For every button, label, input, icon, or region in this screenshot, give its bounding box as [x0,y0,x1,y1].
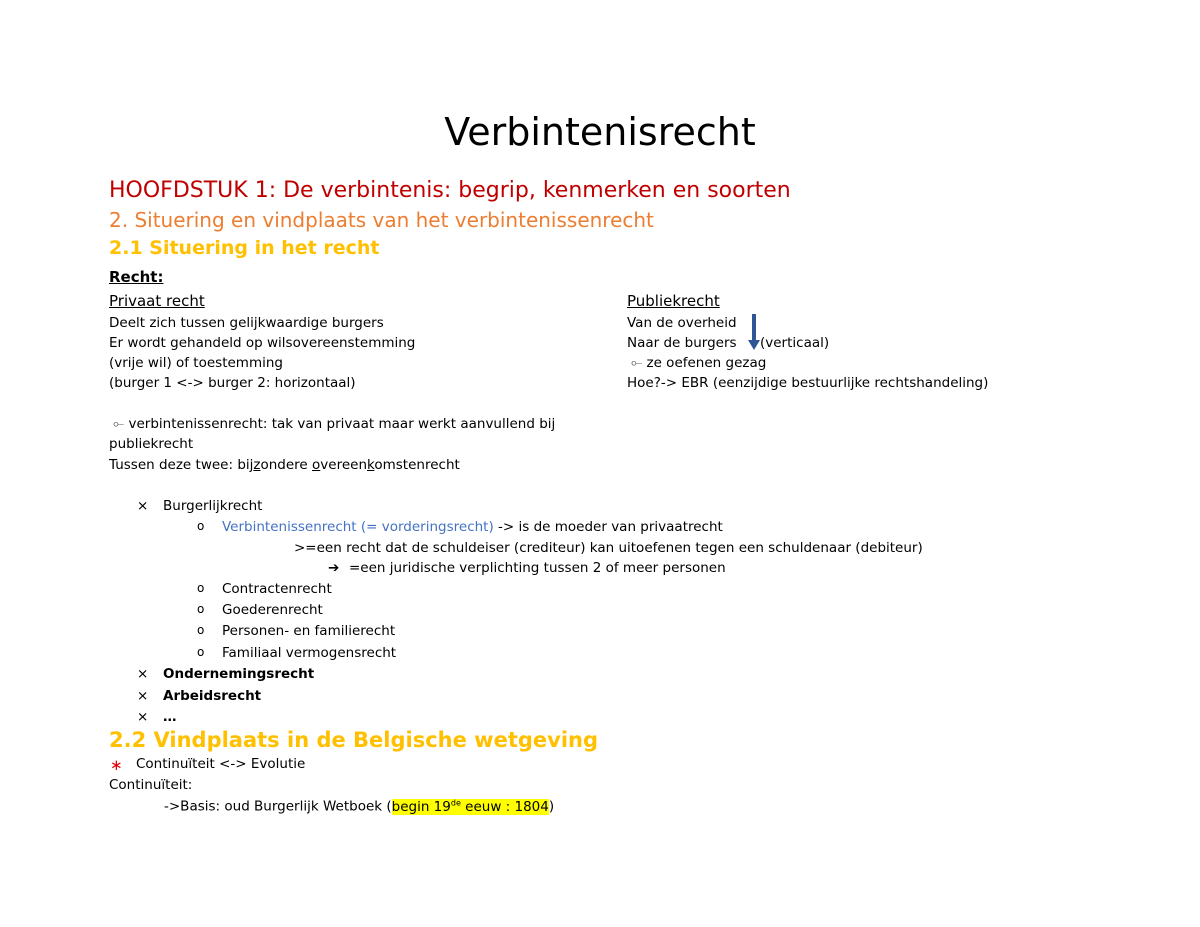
list-item: Personen- en familierecht [222,623,396,639]
publiek-line: (verticaal) [760,335,830,351]
privaat-header: Privaat recht [109,292,205,310]
publiek-header: Publiekrecht [627,292,720,310]
list-item: Arbeidsrecht [163,688,262,704]
star-icon: ∗ [110,756,123,774]
publiek-line: Hoe?-> EBR (eenzijdige bestuurlijke rechtshandeling) [627,375,989,391]
recht-label: Recht: [109,268,164,286]
list-item: Ondernemingsrecht [163,666,315,682]
vindplaats-line: ->Basis: oud Burgerlijk Wetboek (begin 19de eeuw : 1804) [164,798,555,815]
section-heading: 2. Situering en vindplaats van het verbintenissenrecht [109,208,654,232]
list-bullet-o: o [197,519,205,533]
vindplaats-line: Continuïteit: [109,777,193,793]
document-title: Verbintenisrecht [444,110,756,154]
definition-line: =een juridische verplichting tussen 2 of meer personen [349,560,726,576]
note-line: publiekrecht [109,436,194,452]
note-line: verbintenissenrecht: tak van privaat maar werkt aanvullend bij [128,416,556,432]
list-item: Verbintenissenrecht (= vorderingsrecht) -> is de moeder van privaatrecht [222,519,723,535]
list-bullet-o: o [197,602,205,616]
list-bullet-x: × [137,709,149,725]
privaat-line: (burger 1 <-> burger 2: horizontaal) [109,375,356,391]
list-item: … [163,709,177,725]
definition-line: >=een recht dat de schuldeiser (crediteur) kan uitoefenen tegen een schuldenaar (debiteur) [294,540,923,556]
privaat-line: (vrije wil) of toestemming [109,355,283,371]
list-bullet-o: o [197,645,205,659]
privaat-line: Er wordt gehandeld op wilsovereenstemming [109,335,416,351]
hand-pointer-icon: ⟜ [631,355,643,371]
list-bullet-o: o [197,623,205,637]
list-item: Goederenrecht [222,602,323,618]
vindplaats-line: Continuïteit <-> Evolutie [136,756,306,772]
publiek-line: Van de overheid [627,315,737,331]
list-bullet-x: × [137,688,149,704]
note-line: Tussen deze twee: bijzondere overeenkomstenrecht [109,457,460,473]
publiek-line: Naar de burgers [627,335,737,351]
list-item: Burgerlijkrecht [163,498,263,514]
subsection-heading-2-1: 2.1 Situering in het recht [109,237,380,259]
highlighted-date: begin 19de eeuw : 1804 [391,798,549,815]
list-bullet-o: o [197,581,205,595]
subsection-heading-2-2: 2.2 Vindplaats in de Belgische wetgeving [109,728,598,752]
list-item: Familiaal vermogensrecht [222,645,397,661]
publiek-line: ze oefenen gezag [646,355,767,371]
list-item: Contractenrecht [222,581,332,597]
right-arrow-icon: ➔ [328,560,340,576]
chapter-heading: HOOFDSTUK 1: De verbintenis: begrip, kenmerken en soorten [109,178,791,203]
list-bullet-x: × [137,498,149,514]
hand-pointer-icon: ⟜ [113,416,125,432]
privaat-line: Deelt zich tussen gelijkwaardige burgers [109,315,384,331]
verbintenissenrecht-term: Verbintenissenrecht (= vorderingsrecht) [222,519,494,535]
list-bullet-x: × [137,666,149,682]
